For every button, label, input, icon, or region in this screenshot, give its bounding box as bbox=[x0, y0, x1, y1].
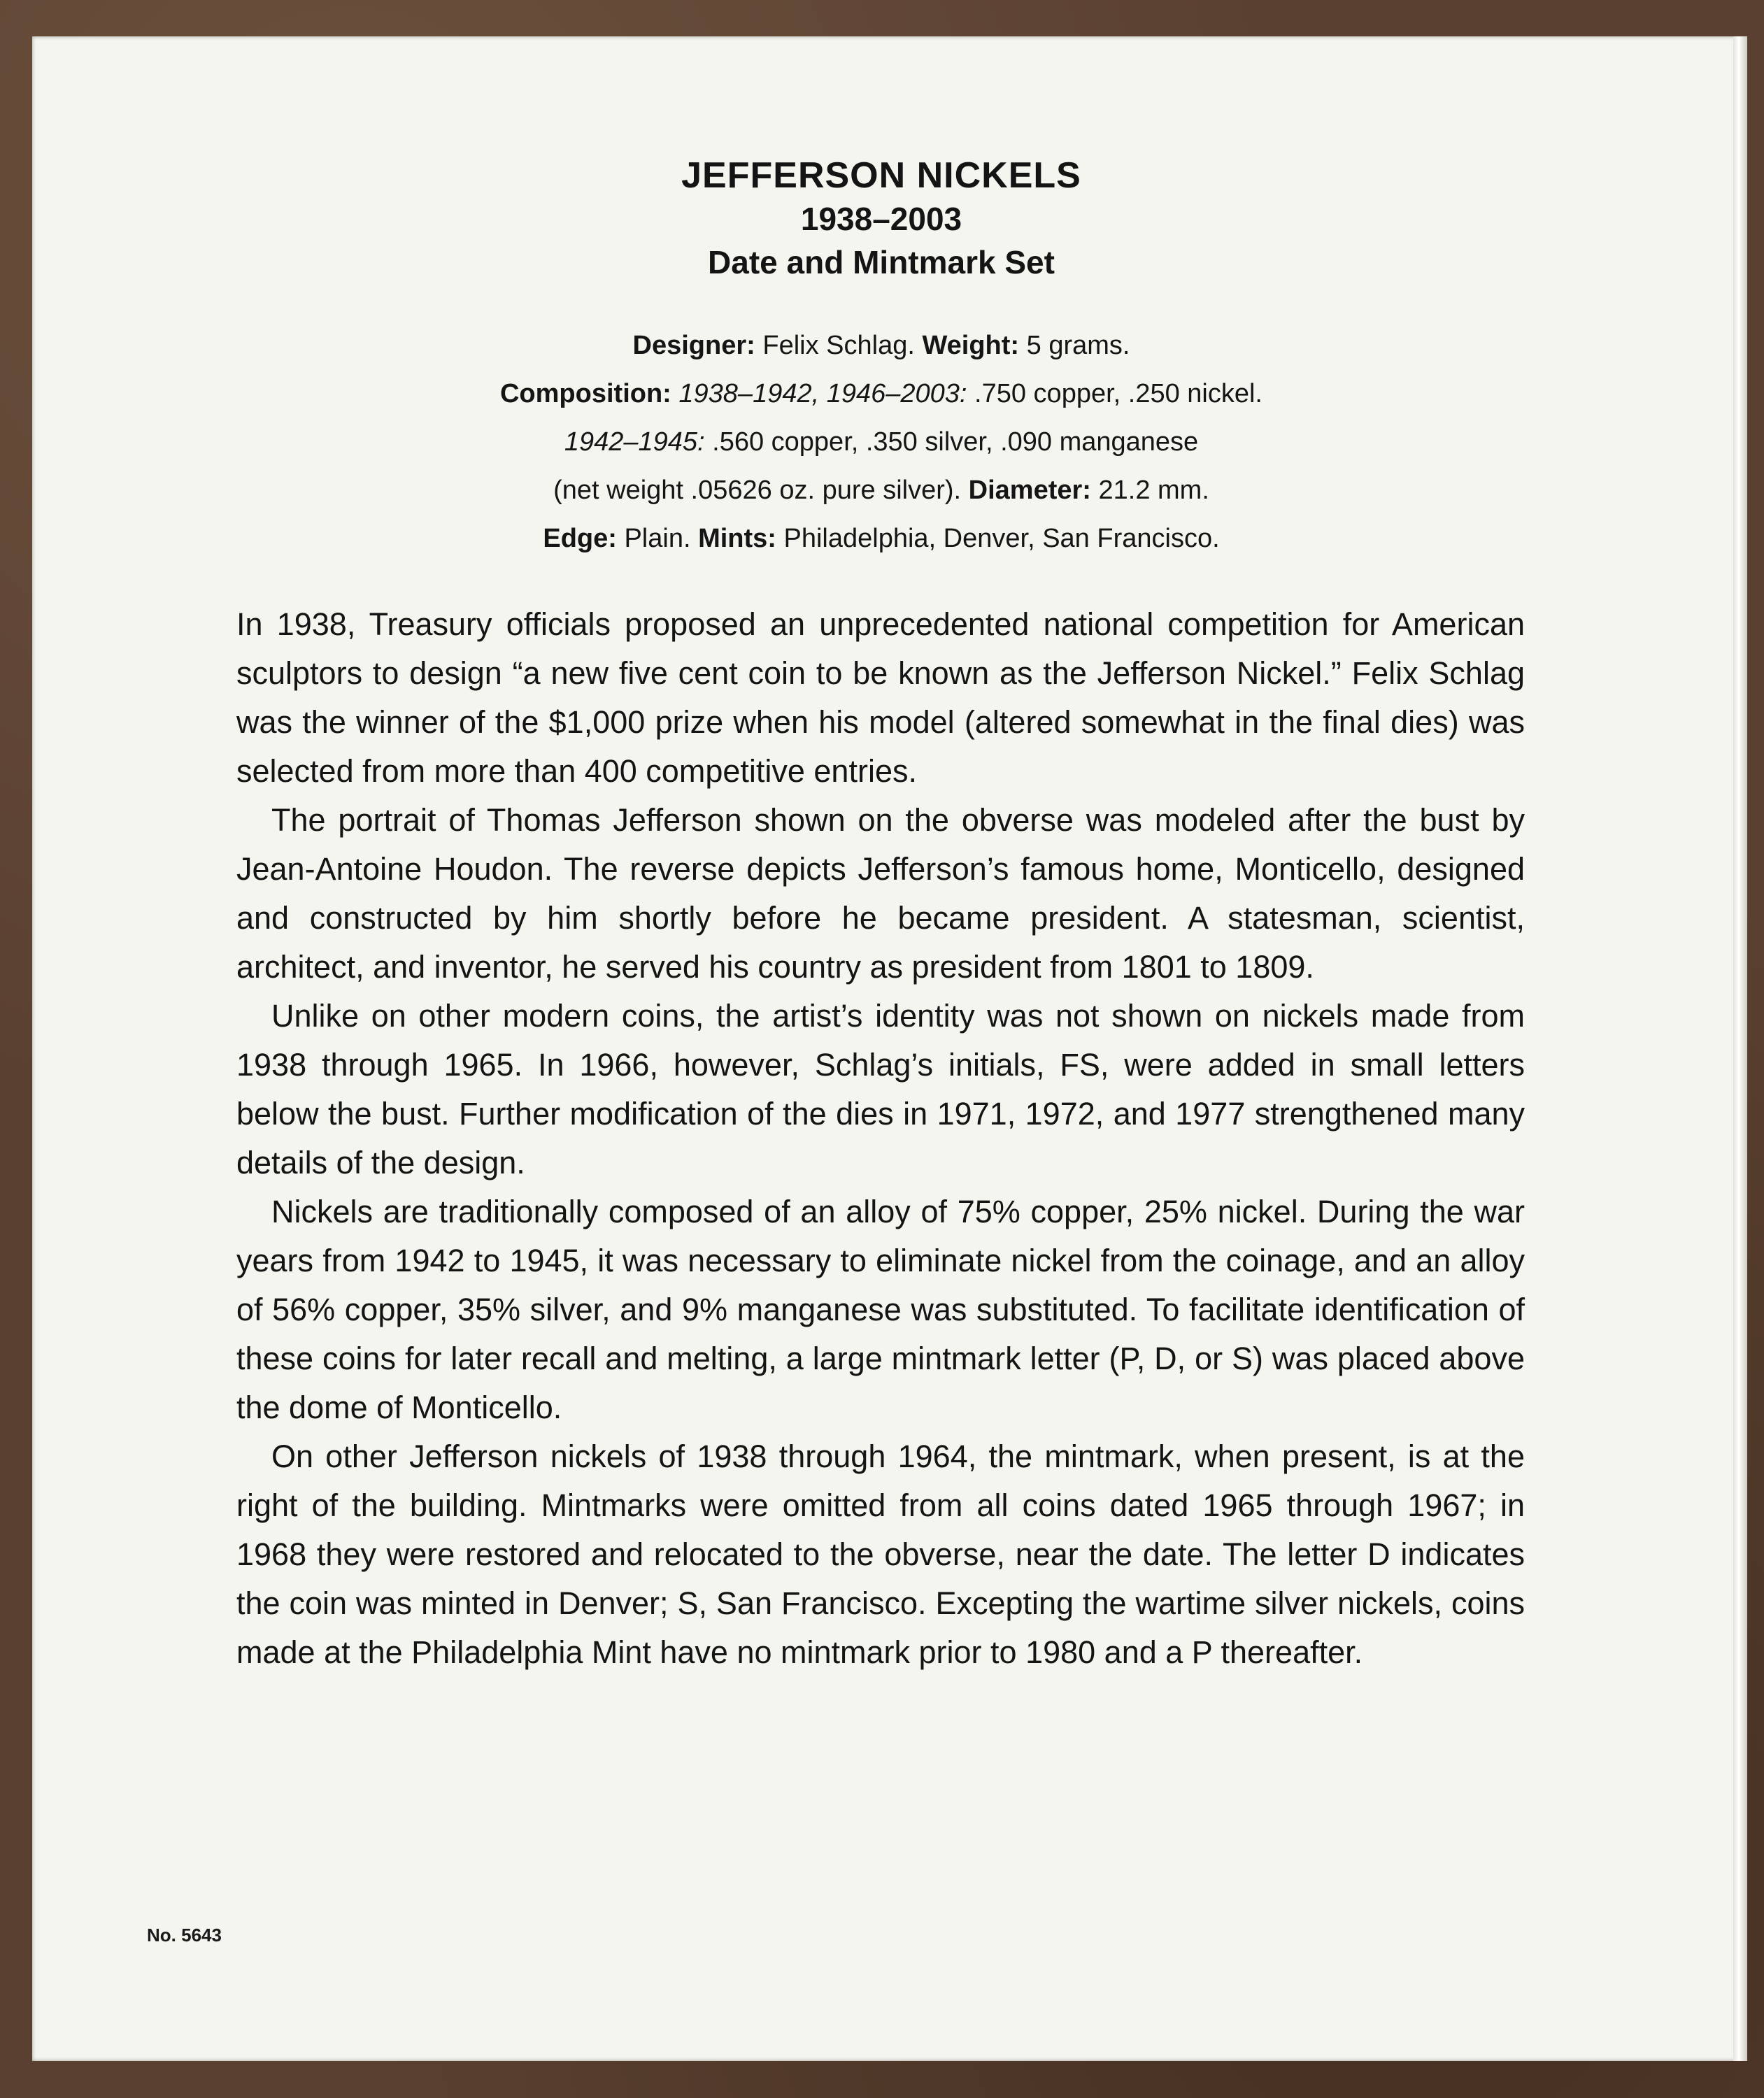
paragraph-portrait: The portrait of Thomas Jefferson shown on the obverse was modeled after the bust by Jean-Antoine Houdon. The reverse depicts Jefferson’s famous home, Monticello, designed and constructed by him shortly before he became president. A statesman, scientist, architect, and inventor, he served his country as president from 1801 to 1809. bbox=[236, 802, 1525, 985]
composition-value-wartime: .560 copper, .350 silver, .090 manganese bbox=[704, 427, 1199, 457]
weight-label: Weight: bbox=[922, 331, 1020, 360]
paragraph-mintmarks: On other Jefferson nickels of 1938 through 1964, the mintmark, when present, is at the right of the building. Mintmarks were omitted from all coins dated 1965 through 1967; in 1968 they were restored and relocated to the obverse, near the date. The letter D indicates the coin was minted in Denver; S, San Francisco. Excepting the wartime silver nickels, coins made at the Philadelphia Mint have no mintmark prior to 1980 and a P thereafter. bbox=[236, 1439, 1525, 1670]
spec-line-diameter bbox=[0, 466, 1763, 515]
spec-line-composition bbox=[0, 370, 1763, 418]
diameter-value: 21.2 mm. bbox=[1090, 476, 1209, 505]
designer-label: Designer: bbox=[632, 331, 755, 360]
composition-value-regular: .750 copper, .250 nickel. bbox=[967, 379, 1262, 408]
weight-value: 5 grams. bbox=[1019, 331, 1130, 360]
composition-years-regular: 1938–1942, 1946–2003: bbox=[671, 379, 967, 408]
paragraph-competition: In 1938, Treasury officials proposed an unprecedented national competition for American sculptors to design “a new five cent coin to be known as the Jefferson Nickel.” Felix Schlag was the winner of the $1,000 prize when his model (altered somewhat in the final dies) was selected from more than 400 competitive entries. bbox=[236, 606, 1525, 789]
net-weight: (net weight .05626 oz. pure silver). bbox=[553, 476, 969, 505]
composition-label: Composition: bbox=[499, 379, 671, 408]
set-subtitle: Date and Mintmark Set bbox=[708, 244, 1055, 280]
spec-line-wartime bbox=[0, 418, 1763, 466]
catalog-number: No. 5643 bbox=[147, 1925, 222, 1946]
coin-specifications bbox=[0, 322, 1763, 563]
history-text bbox=[236, 600, 1525, 1677]
spec-line-designer bbox=[0, 322, 1763, 370]
composition-years-wartime: 1942–1945: bbox=[564, 427, 705, 457]
page-title: JEFFERSON NICKELS bbox=[681, 155, 1081, 196]
diameter-label: Diameter: bbox=[968, 476, 1091, 505]
date-range: 1938–2003 bbox=[800, 201, 962, 237]
paragraph-alloy: Nickels are traditionally composed of an alloy of 75% copper, 25% nickel. During the war years from 1942 to 1945, it was necessary to eliminate nickel from the coinage, and an alloy of 56% copper, 35% silver, and 9% manganese was substituted. To facilitate identification of these coins for later recall and melting, a large mintmark letter (P, D, or S) was placed above the dome of Monticello. bbox=[236, 1194, 1525, 1425]
spec-line-edge bbox=[0, 515, 1763, 563]
mints-value: Philadelphia, Denver, San Francisco. bbox=[776, 524, 1220, 553]
edge-label: Edge: bbox=[543, 524, 617, 553]
page-header bbox=[0, 154, 1763, 284]
edge-value: Plain. bbox=[616, 524, 699, 553]
designer-value: Felix Schlag. bbox=[755, 331, 923, 360]
paragraph-initials: Unlike on other modern coins, the artist’s identity was not shown on nickels made from 1938 through 1965. In 1966, however, Schlag’s initials, FS, were added in small letters below the bust. Further modification of the dies in 1971, 1972, and 1977 strengthened many details of the design. bbox=[236, 998, 1525, 1180]
mints-label: Mints: bbox=[698, 524, 776, 553]
